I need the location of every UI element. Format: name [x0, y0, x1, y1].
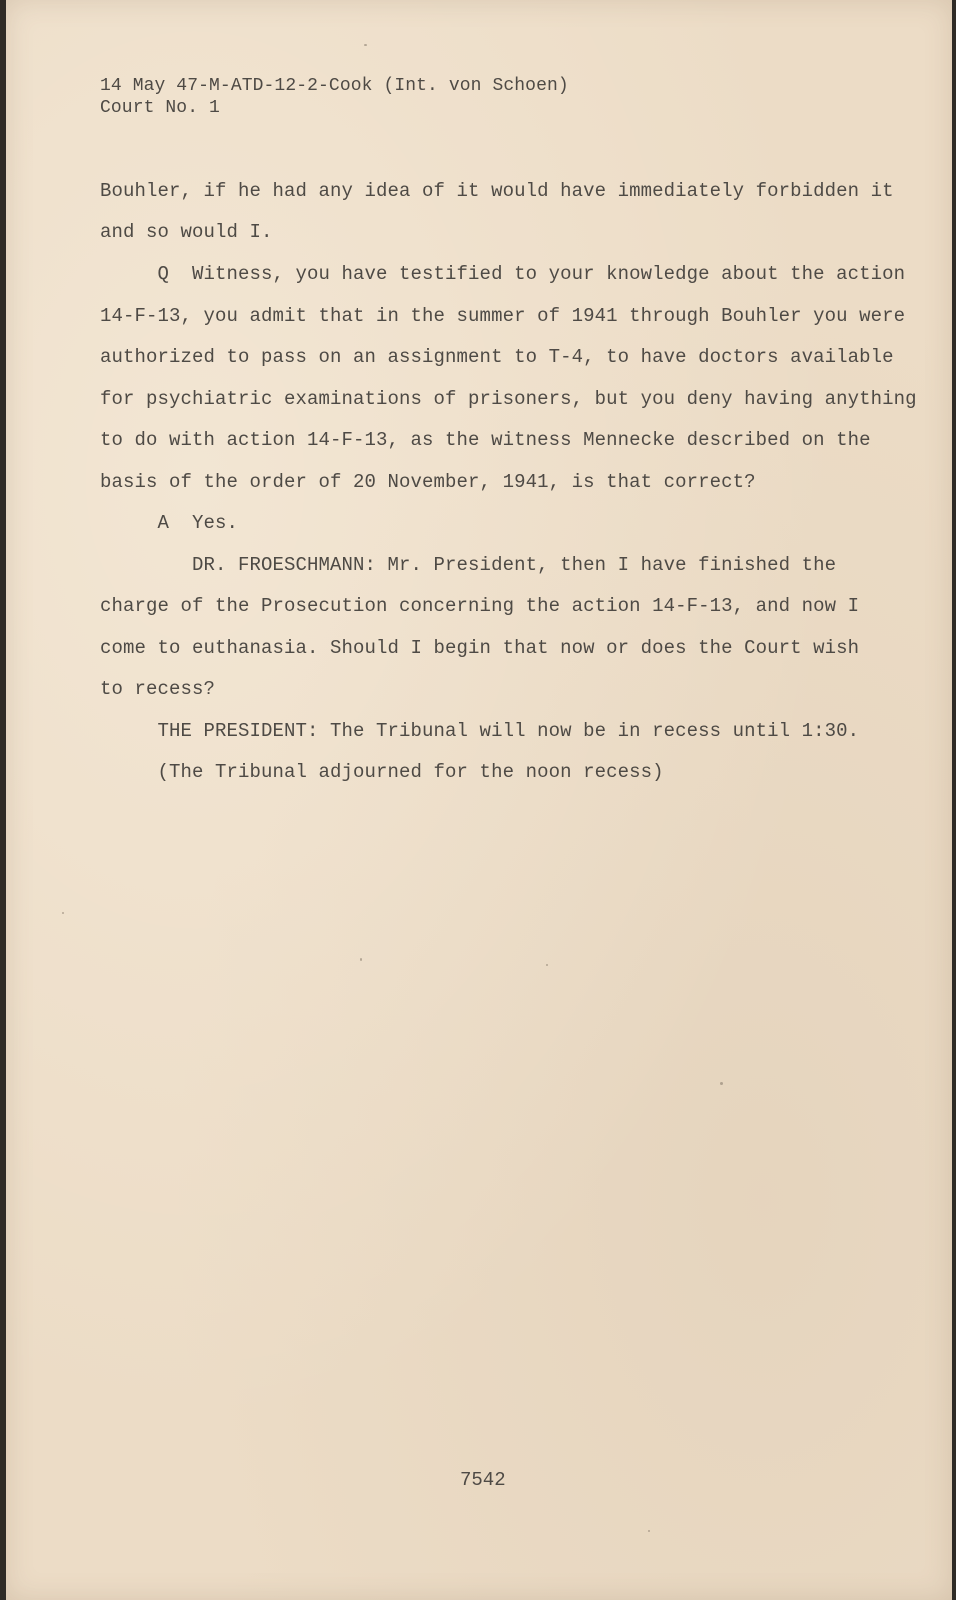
transcript-line: THE PRESIDENT: The Tribunal will now be in recess until 1:30. — [100, 720, 860, 742]
court-number: Court No. 1 — [100, 98, 220, 118]
transcript-line: DR. FROESCHMANN: Mr. President, then I have finished the — [100, 554, 837, 576]
transcript-line: to recess? — [100, 678, 216, 700]
page-number: 7542 — [460, 1469, 506, 1491]
transcript-line: Bouhler, if he had any idea of it would have immediately forbidden it — [100, 180, 894, 202]
paper-speck — [360, 958, 362, 961]
transcript-line: for psychiatric examinations of prisoners, but you deny having anything — [100, 388, 917, 410]
transcript-line: A Yes. — [100, 512, 239, 534]
transcript-line: come to euthanasia. Should I begin that now or does the Court wish — [100, 637, 860, 659]
paper-speck — [546, 964, 548, 966]
transcript-line: Q Witness, you have testified to your knowledge about the action — [100, 263, 906, 285]
paper-speck — [364, 44, 367, 46]
transcript-line: to do with action 14-F-13, as the witness Mennecke described on the — [100, 429, 871, 451]
paper-speck — [62, 912, 64, 914]
document-page — [6, 0, 952, 1600]
paper-speck — [648, 1530, 650, 1532]
transcript-line: authorized to pass on an assignment to T-4, to have doctors available — [100, 346, 894, 368]
page-edge-right — [952, 0, 956, 1600]
transcript-line: and so would I. — [100, 221, 273, 243]
document-reference: 14 May 47-M-ATD-12-2-Cook (Int. von Schoen) — [100, 76, 569, 96]
paper-speck — [720, 1082, 723, 1085]
transcript-line: basis of the order of 20 November, 1941, is that correct? — [100, 471, 756, 493]
transcript-line: charge of the Prosecution concerning the action 14-F-13, and now I — [100, 595, 860, 617]
transcript-line: (The Tribunal adjourned for the noon recess) — [100, 761, 664, 783]
transcript-line: 14-F-13, you admit that in the summer of 1941 through Bouhler you were — [100, 305, 906, 327]
